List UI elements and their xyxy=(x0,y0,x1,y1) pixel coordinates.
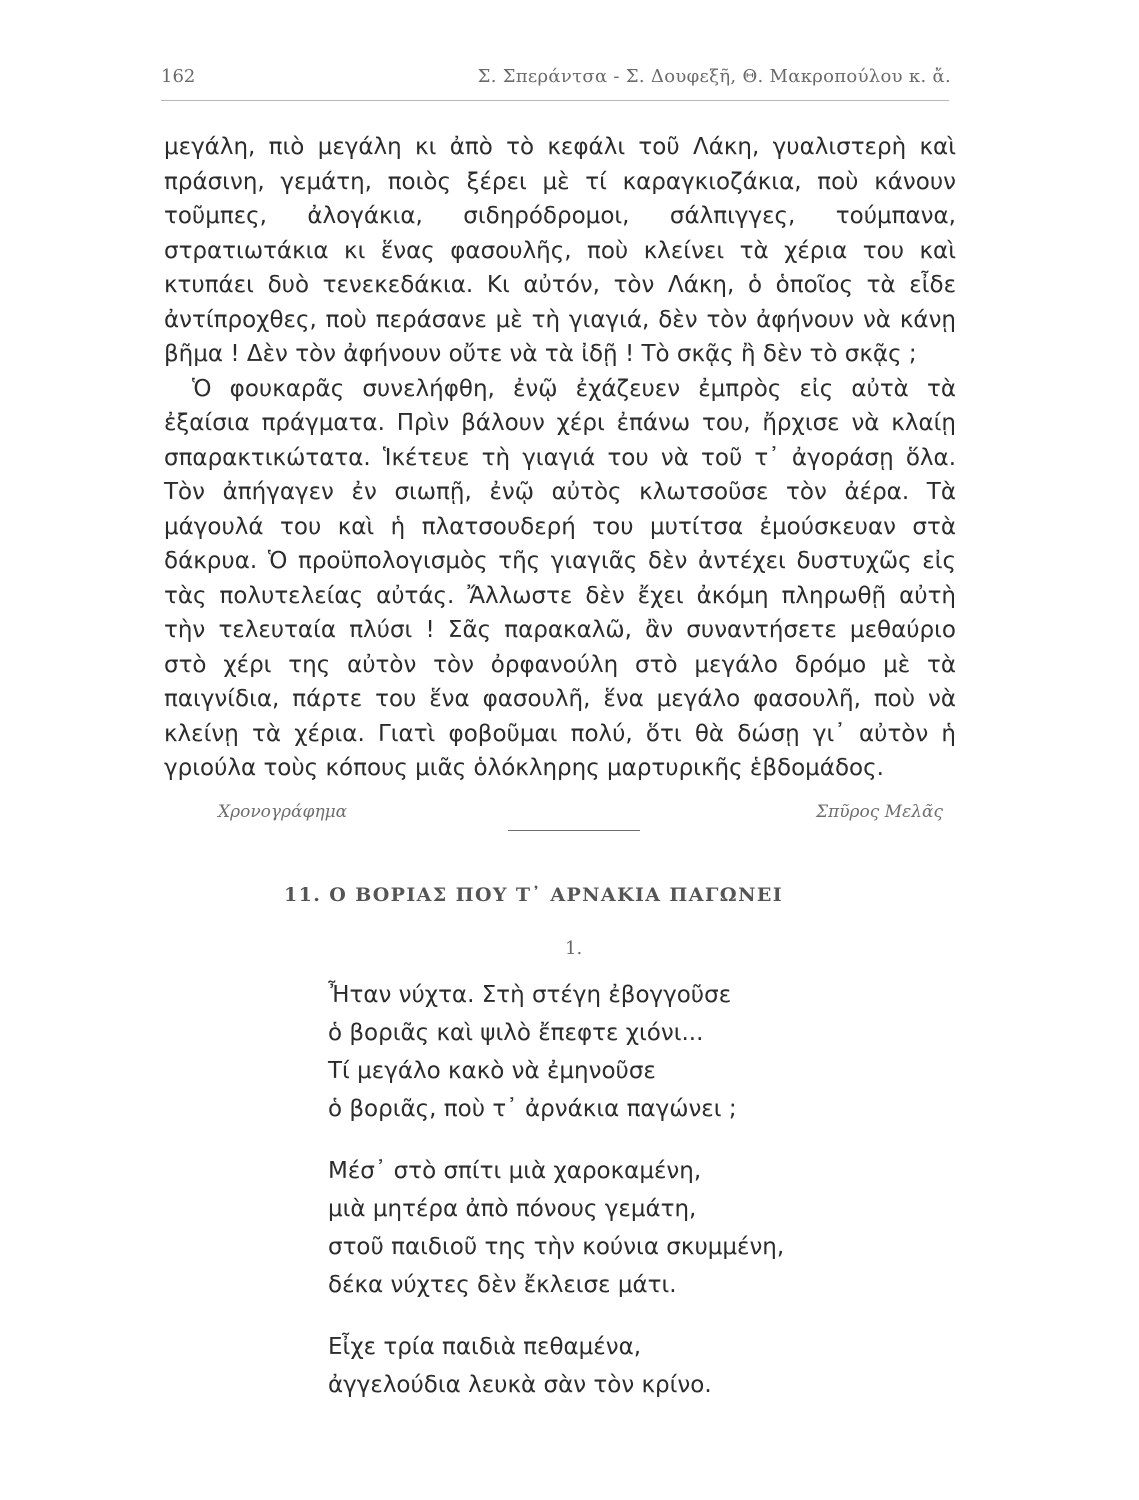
section-heading: 11. Ο ΒΟΡΙΑΣ ΠΟΥ Τ᾽ ΑΡΝΑΚΙΑ ΠΑΓΩΝΕΙ xyxy=(284,884,784,906)
genre-label: Χρονογράφημα xyxy=(218,802,348,822)
verse-line: Μέσ᾽ στὸ σπίτι μιὰ χαροκαμένη, xyxy=(328,1158,702,1184)
verse-line: μιὰ μητέρα ἀπὸ πόνους γεμάτη, xyxy=(328,1196,697,1222)
prose-text xyxy=(164,130,956,786)
verse-line: Εἶχε τρία παιδιὰ πεθαμένα, xyxy=(328,1334,642,1360)
part-number: 1. xyxy=(565,938,583,959)
verse-line: ἀγγελούδια λευκὰ σὰν τὸν κρίνο. xyxy=(328,1372,712,1398)
running-title: Σ. Σπεράντσα - Σ. Δουφεξῆ, Θ. Μακροπούλου κ. ἄ. xyxy=(477,66,951,87)
poem-stanza xyxy=(328,976,888,1128)
header-rule xyxy=(161,100,949,101)
author-name: Σπῦρος Μελᾶς xyxy=(816,802,943,822)
verse-line: ὁ βοριᾶς, ποὺ τ᾽ ἀρνάκια παγώνει ; xyxy=(328,1096,737,1122)
signature-row xyxy=(0,802,1139,842)
verse-line: δέκα νύχτες δὲν ἔκλεισε μάτι. xyxy=(328,1272,677,1298)
prose-paragraph: Ὁ φουκαρᾶς συνελήφθη, ἐνῷ ἐχάζευεν ἐμπρὸς εἰς αὐτὰ τὰ ἐξαίσια πράγματα. Πρὶν βάλουν χέρι ἐπάνω του, ἤρχισε νὰ κλαίῃ σπαρακτικώτατα. Ἱκέτευε τὴ γιαγιά του νὰ τοῦ τ᾽ ἀγοράσῃ ὅλα. Τὸν ἀπήγαγεν ἐν σιωπῇ, ἐνῷ αὐτὸς κλωτσοῦσε τὸν ἀέρα. Τὰ μάγουλά του καὶ ἡ πλατσουδερή του μυτίτσα ἐμούσκευαν στὰ δάκρυα. Ὁ προϋπολογισμὸς τῆς γιαγιᾶς δὲν ἀντέχει δυστυχῶς εἰς τὰς πολυτελείας αὐτάς. Ἄλλωστε δὲν ἔχει ἀκόμη πληρωθῇ αὐτὴ τὴν τελευταία πλύσι ! Σᾶς παρακαλῶ, ἂν συναντήσετε μεθαύριο στὸ χέρι της αὐτὸν τὸν ὀρφανούλη στὸ μεγάλο δρόμο μὲ τὰ παιγνίδια, πάρτε του ἕνα φασουλῆ, ἕνα μεγάλο φασουλῆ, ποὺ νὰ κλείνῃ τὰ χέρια. Γιατὶ φοβοῦμαι πολύ, ὅτι θὰ δώσῃ γι᾽ αὐτὸν ἡ γριούλα τοὺς κόπους μιᾶς ὁλόκληρης μαρτυρικῆς ἑβδομάδος. xyxy=(164,375,956,781)
prose-paragraph: μεγάλη, πιὸ μεγάλη κι ἀπὸ τὸ κεφάλι τοῦ Λάκη, γυαλιστερὴ καὶ πράσινη, γεμάτη, ποιὸς ξέρει μὲ τί καραγκιοζάκια, ποὺ κάνουν τοῦμπες, ἀλογάκια, σιδηρόδρομοι, σάλπιγγες, τούμπανα, στρατιωτάκια κι ἕνας φασουλῆς, ποὺ κλείνει τὰ χέρια του καὶ κτυπάει δυὸ τενεκεδάκια. Κι αὐτόν, τὸν Λάκη, ὁ ὁποῖος τὰ εἶδε ἀντίπροχθες, ποὺ περάσανε μὲ τὴ γιαγιά, δὲν τὸν ἀφήνουν νὰ κάνῃ βῆμα ! Δὲν τὸν ἀφήνουν οὔτε νὰ τὰ ἰδῇ ! Τὸ σκᾷς ἢ δὲν τὸ σκᾷς ; xyxy=(164,134,956,367)
page-number: 162 xyxy=(161,66,196,87)
poem-stanza xyxy=(328,1152,888,1304)
verse-line: στοῦ παιδιοῦ της τὴν κούνια σκυμμένη, xyxy=(328,1234,785,1260)
poem-stanza xyxy=(328,1328,888,1404)
verse-line: Τί μεγάλο κακὸ νὰ ἐμηνοῦσε xyxy=(328,1058,656,1084)
page-header xyxy=(161,66,951,94)
verse-line: Ἦταν νύχτα. Στὴ στέγη ἐβογγοῦσε xyxy=(328,982,732,1008)
verse-line: ὁ βοριᾶς καὶ ψιλὸ ἔπεφτε χιόνι... xyxy=(328,1020,704,1046)
section-separator xyxy=(508,830,640,831)
poem xyxy=(328,976,888,1428)
